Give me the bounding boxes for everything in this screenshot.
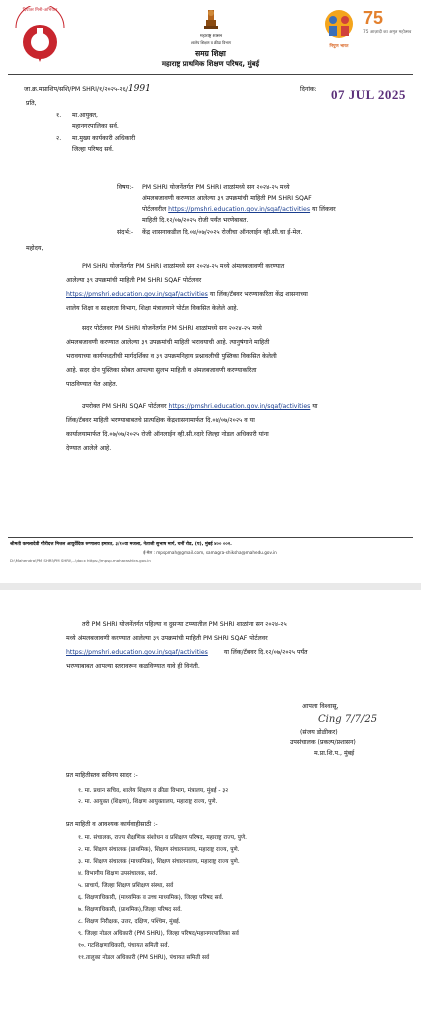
addressee-1-line1: मा.आयुक्त, bbox=[72, 112, 98, 119]
para2-line5: पाठविण्यात येत आहेत. bbox=[66, 381, 118, 388]
signer-title: उपसंचालक (प्रकल्प/प्रशासन) bbox=[290, 739, 356, 746]
ashoka-emblem-icon bbox=[203, 8, 219, 30]
addressee-2-num: २. bbox=[56, 135, 62, 142]
left-logo bbox=[10, 6, 70, 70]
para2-line3: भरावयाच्या कार्यपध्दतीची मार्गदर्शिका व ३९ उपक्रमनिहाय प्रश्नावलीची पुस्तिका विकसित केलेली bbox=[66, 353, 277, 360]
date-label: दिनांक: bbox=[300, 86, 317, 93]
page2-line2: मध्ये अंमलबजावणी करण्यात आलेल्या ३९ उपक्रमांची माहिती PM SHRI SQAF पोर्टलवर bbox=[66, 635, 268, 642]
footer-divider bbox=[8, 537, 413, 538]
copy-action-item: ६. शिक्षणाधिकारी, (माध्यमिक व उच्च माध्यमिक), जिल्हा परिषद सर्व. bbox=[78, 895, 224, 901]
para2-line1: सदर पोर्टलवर PM SHRI योजनेंतर्गत PM SHRI शाळांमध्ये सन २०२४-२५ मध्ये bbox=[82, 325, 262, 332]
salutation: महोदय, bbox=[26, 245, 44, 252]
footer-email: ई-मेल : mpspmah@gmail.com, samagra-shiksha@mahedu.gov.in bbox=[143, 550, 277, 555]
copy-info-item: २. मा. आयुक्त (शिक्षण), शिक्षण आयुक्तालय, महाराष्ट्र राज्य, पुणे. bbox=[78, 799, 218, 805]
copy-action-item: ५. प्राचार्य, जिल्हा शिक्षण प्रशिक्षण संस्था, सर्व bbox=[78, 883, 174, 889]
para3-line4: देण्यात आलेले आहे. bbox=[66, 445, 112, 452]
reference-text: केंद्र शासनाकडील दि.०४/०७/२०२५ रोजीचा ऑनलाईन व्ही.सी.चा ई-मेल. bbox=[142, 229, 303, 236]
prati-label: प्रति, bbox=[26, 100, 37, 107]
copy-action-item: ७. शिक्षणाधिकारी, (प्राथमिक),जिल्हा परिषद सर्व. bbox=[78, 907, 183, 913]
azadi-75-mark: 75 bbox=[363, 8, 384, 28]
para1-line2: आलेल्या ३९ उपक्रमांची माहिती PM SHRI SQAF पोर्टलवर bbox=[66, 277, 202, 284]
copy-action-item: ३. मा. शिक्षण संचालक (माध्यमिक), शिक्षण संचालनालय, महाराष्ट्र राज्य पुणे. bbox=[78, 859, 240, 865]
para1-line4: शालेय शिक्षा व साक्षरता विभाग, शिक्षा मंत्रालयाने पोर्टल विकसित केलेले आहे. bbox=[66, 305, 239, 312]
copy-action-item: १०. गटशिक्षणाधिकारी, पंचायत समिती सर्व. bbox=[78, 943, 170, 949]
azadi-text: 75 आज़ादी का अमृत महोत्सव bbox=[363, 30, 412, 35]
emblem-block bbox=[180, 8, 242, 46]
para3-line2: लिंक/टॅबवर माहिती भरण्याबाबतचे प्रात्यक्षिक केंद्रशासनामार्फत दि.०४/०७/२०२५ व या bbox=[66, 417, 255, 424]
header-divider bbox=[8, 74, 413, 75]
subject-line-3: पोर्टलवरील https://pmshri.education.gov.in/sqaf/activities या लिंकवर bbox=[142, 206, 336, 213]
subject-line-2: अंमलबजावणी करण्यात आलेल्या ३९ उपक्रमांची माहिती PM SHRI SQAF bbox=[142, 195, 312, 202]
para2-line4: आहे. सदर दोन पुस्तिका सोबत आपल्या सुलभ माहिती व अंमलबजावणी करण्याकरिता bbox=[66, 367, 257, 374]
copy-action-item: ८. शिक्षण निरीक्षक, उत्तर, दक्षिण, पश्चिम, मुंबई. bbox=[78, 919, 181, 925]
signature: Cing 7/7/25 bbox=[318, 714, 378, 725]
left-logo-text: दिपांतर मिनी-अभियान bbox=[22, 8, 58, 13]
reference-label: संदर्भ:- bbox=[117, 229, 134, 236]
para3-line3: कार्यालयामार्फत दि.०७/०७/२०२५ रोजी ऑनलाईन व्ही.सी.व्दारे जिल्हा नोडल अधिकारी यांना bbox=[66, 431, 269, 438]
copy-action-item: २. मा. शिक्षण संचालक (प्राथमिक), शिक्षण संचालनालय, महाराष्ट्र राज्य, पुणे. bbox=[78, 847, 240, 853]
copy-action-item: ९. जिल्हा नोडल अधिकारी (PM SHRI), जिल्हा परिषद/महानगरपालिका सर्व bbox=[78, 931, 239, 937]
copy-info-heading: प्रत माहितीस्तव सविनय सादर :- bbox=[66, 772, 138, 779]
subject-label: विषय:- bbox=[117, 184, 134, 191]
letter-page-2 bbox=[0, 590, 421, 1024]
date-stamp: 07 JUL 2025 bbox=[331, 87, 406, 102]
copy-info-item: १. मा. प्रधान सचिव, शालेय शिक्षण व क्रीडा विभाग, मंत्रालय, मुंबई - ३२ bbox=[78, 788, 229, 794]
addressee-2-line2: जिल्हा परिषद सर्व. bbox=[72, 146, 114, 153]
para1-line1: PM SHRI योजनेंतर्गत PM SHRI शाळांमध्ये सन २०२४-२५ मध्ये अंमलबजावणी करण्यात bbox=[82, 263, 285, 270]
addressee-1-line2: महानगरपालिका सर्व. bbox=[72, 123, 119, 130]
page2-link[interactable]: https://pmshri.education.gov.in/sqaf/activities bbox=[66, 649, 208, 656]
header-title: समग्र शिक्षा bbox=[195, 49, 226, 58]
footer-web: D:\Mahendra\PM SHRI\PM SHRI\...\docx https://mpsp.maharashtra.gov.in bbox=[10, 558, 151, 563]
pencil-logo-icon bbox=[10, 6, 70, 70]
nipun-bharat-text: निपुण भारत bbox=[329, 44, 349, 49]
para1-link[interactable]: https://pmshri.education.gov.in/sqaf/activities bbox=[66, 291, 208, 298]
para3-line1: उपरोक्त PM SHRI SQAF पोर्टलवर https://pmshri.education.gov.in/sqaf/activities या bbox=[82, 403, 318, 410]
para1-line3: https://pmshri.education.gov.in/sqaf/activities या लिंक/टॅबवर भरण्याकरिता केंद्र शासनाच्या bbox=[66, 291, 308, 298]
subject-link[interactable]: https://pmshri.education.gov.in/sqaf/activities bbox=[168, 206, 311, 213]
header-subtitle: महाराष्ट्र प्राथमिक शिक्षण परिषद, मुंबई bbox=[161, 60, 260, 68]
children-logo-icon bbox=[318, 6, 360, 46]
nipun-bharat-logo bbox=[318, 6, 360, 56]
signer-name: (संजय डोळीकर) bbox=[300, 729, 338, 736]
emblem-caption-1: महाराष्ट्र शासन bbox=[199, 34, 223, 39]
copy-action-item: ४. विभागीय शिक्षण उपसंचालक, सर्व. bbox=[78, 871, 158, 877]
page2-line3: https://pmshri.education.gov.in/sqaf/activities या लिंक/टॅबवर दि.१२/०७/२०२५ पर्यंत bbox=[66, 649, 308, 656]
closing: आपला विश्वासू, bbox=[302, 703, 339, 710]
para3-link[interactable]: https://pmshri.education.gov.in/sqaf/activities bbox=[168, 403, 311, 410]
subject-line-1: PM SHRI योजनेंतर्गत PM SHRI शाळांमध्ये सन २०२४-२५ मध्ये bbox=[142, 184, 290, 191]
copy-action-heading: प्रत माहिती व आवश्यक कार्यवाहीसाठी :- bbox=[66, 821, 158, 828]
copy-action-item: ११.तालुका नोडल अधिकारी (PM SHRI), पंचायत समिती सर्व bbox=[78, 955, 210, 961]
addressee-2-line1: मा.मुख्य कार्यकारी अधिकारी bbox=[72, 135, 136, 142]
emblem-caption-2: शालेय शिक्षण व क्रीडा विभाग bbox=[190, 40, 232, 45]
footer-address: श्रीमती कमलादेवी गौरीदत्त मित्तल आयुर्वेदिक रुग्णालय इमारत, ३/१०वा मजला, नेताजी सुभाष मार्ग, चर्नी रोड, (प), मुंबई ४०० ००२. bbox=[10, 542, 232, 547]
subject-line-4: माहिती दि.१२/०७/२०२५ रोजी पर्यंत भरणेबाबत. bbox=[142, 217, 249, 224]
signer-office: म.प्रा.शि.प., मुंबई bbox=[314, 750, 355, 757]
page2-line1: तरी PM SHRI योजनेंतर्गत पहिल्या व दुसऱ्या टप्प्यातील PM SHRI शाळांना सन २०२४-२५ bbox=[82, 621, 287, 628]
ref-number-handwritten: 1991 bbox=[127, 84, 151, 94]
addressee-1-num: १. bbox=[56, 112, 62, 119]
azadi-logo bbox=[363, 8, 415, 52]
reference-number: जा.क्र.मप्राशिप/सशि/PM SHRI/१/२०२५-२६/1991 bbox=[24, 84, 151, 94]
para2-line2: अंमलबजावणी करण्यात आलेल्या ३९ उपक्रमांची माहिती भरावयाची आहे. त्यानुषंगाने माहिती bbox=[66, 339, 270, 346]
copy-action-item: १. मा. संचालक, राज्य शैक्षणिक संशोधन व प्रशिक्षण परिषद, महाराष्ट्र राज्य, पुणे. bbox=[78, 835, 247, 841]
page2-line4: भरण्याबाबत आपल्या स्तरावरून कळविण्यात यावे ही विनंती. bbox=[66, 663, 200, 670]
